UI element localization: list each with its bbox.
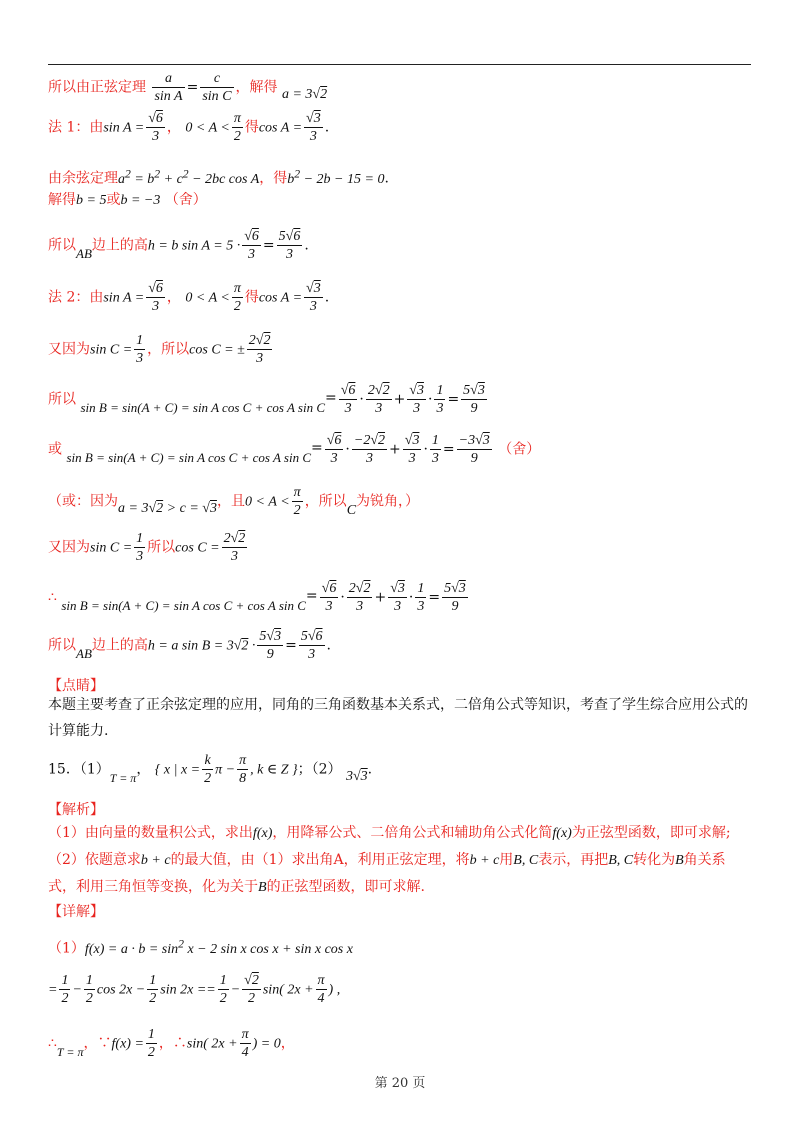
comment-text: 本题主要考查了正余弦定理的应用，同角的三角函数基本关系式，二倍角公式等知识，考查了学生综合应用公式的计算能力.	[48, 697, 748, 739]
comment-heading: 【点睛】	[48, 678, 104, 694]
line-solve-b: 解得b = 5或b = −3 （舍）	[48, 192, 207, 208]
line-sin-b-2: 或 sin B = sin(A + C) = sin A cos C + cos A sin C= $\frac{√6}{3}$ · $\frac{-2√2}{3}$ + $\frac{√3}{3}$ · $\frac{1}{3}$ = $\frac{-3√3}{9}$ （舍）	[48, 433, 541, 466]
analysis-heading: 【解析】	[48, 802, 104, 818]
line-alternative: （或：因为a = 3√2 > c = √3，且0 < A < $\frac{\pi}{2}$ ，所以C为锐角，）	[48, 485, 420, 518]
line-law-of-cosines: 由余弦定理$a^2 = b^2 + c^2 - 2bc$ cos A，得$b^2 - 2b - 15 = 0$.	[48, 167, 389, 187]
line-therefore-sin-b: ∴ sin B = sin(A + C) = sin A cos C + cos A sin C= $\frac{√6}{3}$ · $\frac{2√2}{3}$ + $\frac{√3}{3}$ · $\frac{1}{3}$ = $\frac{5√3}{9}$	[48, 581, 466, 614]
page-number: 第 20 页	[374, 1076, 426, 1091]
detail-line-2: = $\frac{1}{2}$ − $\frac{1}{2}$ cos 2x − $\frac{1}{2}$ sin 2x == $\frac{1}{2}$ − $\frac{√2}{2}$ sin( 2x + $\frac{\pi}{4}$ ) ,	[48, 973, 341, 1006]
detail-heading: 【详解】	[48, 904, 104, 920]
line-height-ab-1: 所以AB边上的高h = b sin A = 5 · $\frac{√6}{3}$ = $\frac{5√6}{3}$ .	[48, 229, 309, 262]
line-sin-b-1: 所以 sin B = sin(A + C) = sin A cos C + cos A sin C= $\frac{√6}{3}$ · $\frac{2√2}{3}$ + $\frac{√3}{3}$ · $\frac{1}{3}$ = $\frac{5√3}{9}$	[48, 383, 485, 416]
detail-line-3: ∴T = π，∵f(x) = $\frac{1}{2}$ ，∴sin( 2x + $\frac{\pi}{4}$ ) = 0，	[48, 1027, 295, 1060]
line-height-ab-2: 所以AB边上的高h = a sin B = 3√2 · $\frac{5√3}{9}$ = $\frac{5√6}{3}$ .	[48, 629, 331, 662]
line-method-2: 法 2：由sin A = $\frac{√6}{3}$ ， 0 < A < $\frac{\pi}{2}$ 得cos A = $\frac{√3}{3}$ .	[48, 281, 330, 314]
line-sin-c: 又因为sin C = $\frac{1}{3}$ ，所以cos C = ± $\frac{2√2}{3}$	[48, 333, 271, 366]
header-rule	[48, 64, 751, 65]
line-method-1: 法 1：由sin A = $\frac{√6}{3}$ ， 0 < A < $\frac{\pi}{2}$ 得cos A = $\frac{√3}{3}$ .	[48, 111, 330, 144]
line-cos-c: 又因为sin C = $\frac{1}{3}$ 所以cos C = $\frac{2√2}{3}$	[48, 531, 246, 564]
question-15-answer: 15．（1）T = π， { x | x = $\frac{k}{2}$ π − $\frac{\pi}{8}$ , k ∈ Z }；（2） 3√3.	[48, 753, 373, 786]
line-law-of-sines: 所以由正弦定理 $\frac{a}{\text{sin A}}$ = $\frac{c}{\text{sin C}}$ ，解得 a = 3√2	[48, 71, 328, 104]
analysis-text: （1）由向量的数量积公式，求出f(x)，用降幂公式、二倍角公式和辅助角公式化简f(x)为正弦型函数，即可求解; （2）依题意求b + c的最大值，由（1）求出角A，利用正弦定理，将b + c用B, C表示，再把B, C转化为B角关系式，利用三角恒等变换，化为关于B的正弦型函数，即可求解.	[48, 825, 731, 895]
detail-line-1: $(1)f(x) = a \cdot b = \sin^2 x - 2$ sin x cos x + sin x cos x	[48, 937, 353, 957]
